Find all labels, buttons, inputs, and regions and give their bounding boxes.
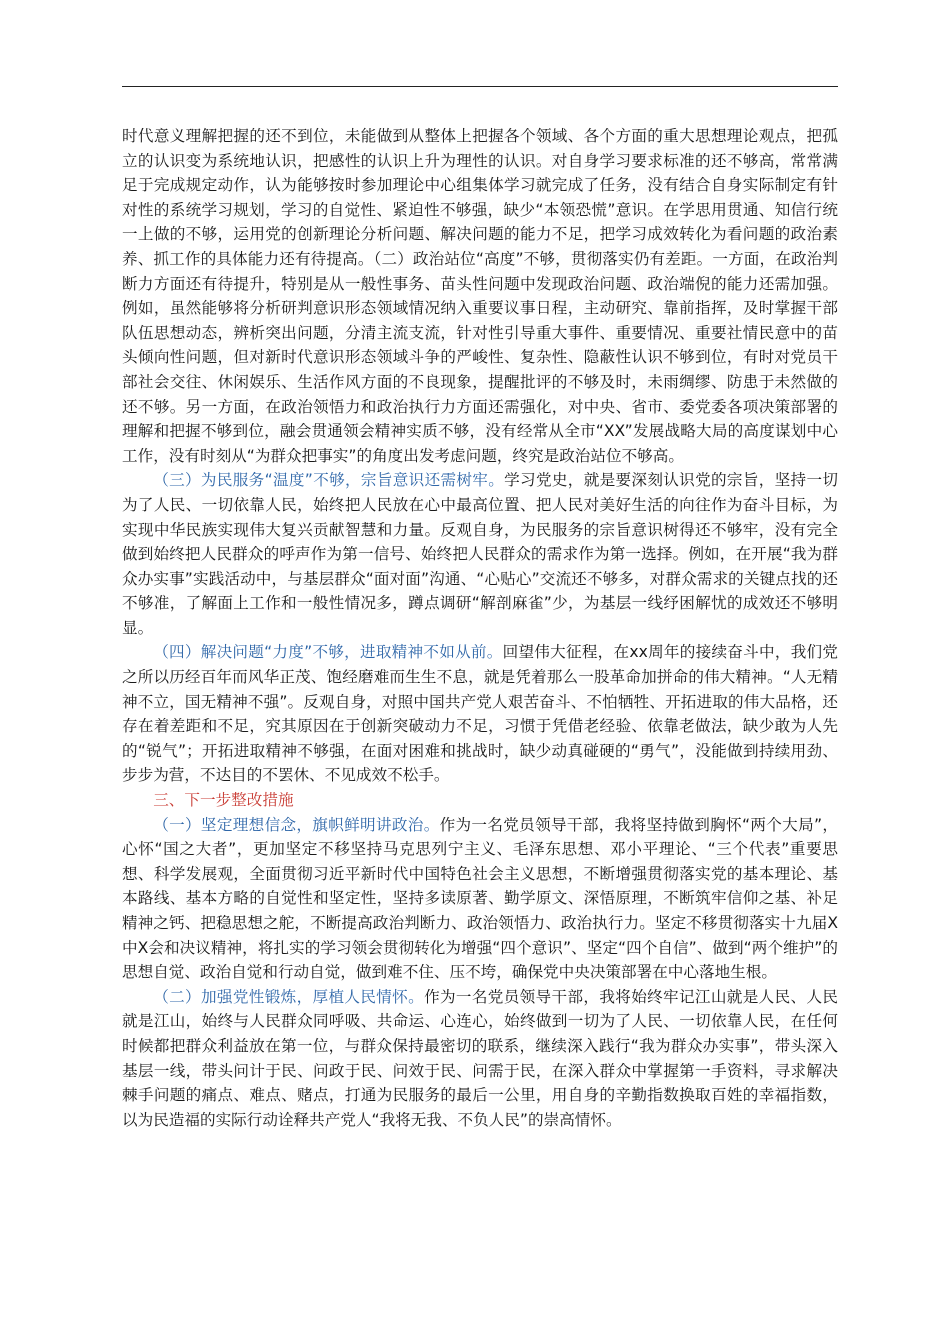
- paragraph-text: 学习党史，就是要深刻认识党的宗旨，坚持一切为了人民、一切依靠人民，始终把人民放在心中最高位置、把人民对美好生活的向往作为奋斗目标，为实现中华民族实现伟大复兴贡献智慧和力量。反观自身，为民服务的宗旨意识树得还不够牢，没有完全做到始终把人民群众的呼声作为第一信号、始终把人民群众的需求作为第一选择。例如，在开展“我为群众办实事”实践活动中，与基层群众“面对面”沟通、“心贴心”交流还不够多，对群众需求的关键点找的还不够准，了解面上工作和一般性情况多，蹲点调研“解剖麻雀”少，为基层一线纾困解忧的成效还不够明显。: [122, 471, 838, 637]
- paragraph-problem-solving: [122, 640, 838, 788]
- subheading-service-attitude: （三）为民服务“温度”不够，宗旨意识还需树牢。: [153, 471, 505, 490]
- section-heading-next-steps: [122, 788, 838, 813]
- paragraph-text: 作为一名党员领导干部，我将坚持做到胸怀“两个大局”，心怀“国之大者”，更加坚定不移坚持马克思列宁主义、毛泽东思想、邓小平理论、“三个代表”重要思想、科学发展观，全面贯彻习近平新时代中国特色社会主义思想，不断增强贯彻落实党的基本理论、基本路线、基本方略的自觉性和坚定性，坚持多读原著、勤学原文、深悟原理，不断筑牢信仰之基、补足精神之钙、把稳思想之舵，不断提高政治判断力、政治领悟力、政治执行力。坚定不移贯彻落实十九届X中X会和决议精神，将扎实的学习领会贯彻转化为增强“四个意识”、坚定“四个自信”、做到“两个维护”的思想自觉、政治自觉和行动自觉，做到难不住、压不垮，确保党中央决策部署在中心落地生根。: [122, 815, 838, 982]
- paragraph-continuation: [122, 124, 838, 468]
- paragraph-ideals: [122, 813, 838, 985]
- header-rule: [122, 86, 838, 87]
- subheading-problem-solving: （四）解决问题“力度”不够，进取精神不如从前。: [153, 643, 503, 662]
- paragraph-service-attitude: [122, 468, 838, 640]
- paragraph-text: 时代意义理解把握的还不到位，未能做到从整体上把握各个领域、各个方面的重大思想理论观点，把孤立的认识变为系统地认识，把感性的认识上升为理性的认识。对自身学习要求标准的还不够高，常常满足于完成规定动作，认为能够按时参加理论中心组集体学习就完成了任务，没有结合自身实际制定有针对性的系统学习规划，学习的自觉性、紧迫性不够强，缺少“本领恐慌”意识。在学思用贯通、知信行统一上做的不够，运用党的创新理论分析问题、解决问题的能力不足，把学习成效转化为看问题的政治素养、抓工作的具体能力还有待提高。（二）政治站位“高度”不够，贯彻落实仍有差距。一方面，在政治判断力方面还有待提升，特别是从一般性事务、苗头性问题中发现政治问题、政治端倪的能力还需加强。例如，虽然能够将分析研判意识形态领域情况纳入重要议事日程，主动研究、靠前指挥，及时掌握干部队伍思想动态，辨析突出问题，分清主流支流，针对性引导重大事件、重要情况、重要社情民意中的苗头倾向性问题，但对新时代意识形态领域斗争的严峻性、复杂性、隐蔽性认识不够到位，有时对党员干部社会交往、休闲娱乐、生活作风方面的不良现象，提醒批评的不够及时，未雨绸缪、防患于未然做的还不够。另一方面，在政治领悟力和政治执行力方面还需强化，对中央、省市、委党委各项决策部署的理解和把握不够到位，融会贯通领会精神实质不够，没有经常从全市“XX”发展战略大局的高度谋划中心工作，没有时刻从“为群众把事实”的角度出发考虑问题，终究是政治站位不够高。: [122, 127, 838, 465]
- subheading-ideals: （一）坚定理想信念，旗帜鲜明讲政治。: [153, 815, 440, 834]
- document-body: [122, 124, 838, 1132]
- paragraph-text: 作为一名党员领导干部，我将始终牢记江山就是人民、人民就是江山，始终与人民群众同呼吸、共命运、心连心，始终做到一切为了人民、一切依靠人民，在任何时候都把群众利益放在第一位，与群众保持最密切的联系，继续深入践行“我为群众办实事”，带头深入基层一线，带头问计于民、问政于民、问效于民、问需于民，在深入群众中掌握第一手资料，寻求解决棘手问题的痛点、难点、赌点，打通为民服务的最后一公里，用自身的辛勤指数换取百姓的幸福指数，以为民造福的实际行动诠释共产党人“我将无我、不负人民”的崇高情怀。: [122, 987, 838, 1129]
- paragraph-party-spirit: [122, 985, 838, 1133]
- paragraph-text: 回望伟大征程，在xx周年的接续奋斗中，我们党之所以历经百年而风华正茂、饱经磨难而生生不息，就是凭着那么一股革命加拼命的伟大精神。“人无精神不立，国无精神不强”。反观自身，对照中国共产党人艰苦奋斗、不怕牺牲、开拓进取的伟大品格，还存在着差距和不足，究其原因在于创新突破动力不足，习惯于凭借老经验、依靠老做法，缺少敢为人先的“锐气”；开拓进取精神不够强，在面对困难和挑战时，缺少动真碰硬的“勇气”，没能做到持续用劲、步步为营，不达目的不罢休、不见成效不松手。: [122, 643, 838, 785]
- section-heading-text: 三、下一步整改措施: [153, 791, 294, 810]
- subheading-party-spirit: （二）加强党性锻炼，厚植人民情怀。: [153, 987, 425, 1006]
